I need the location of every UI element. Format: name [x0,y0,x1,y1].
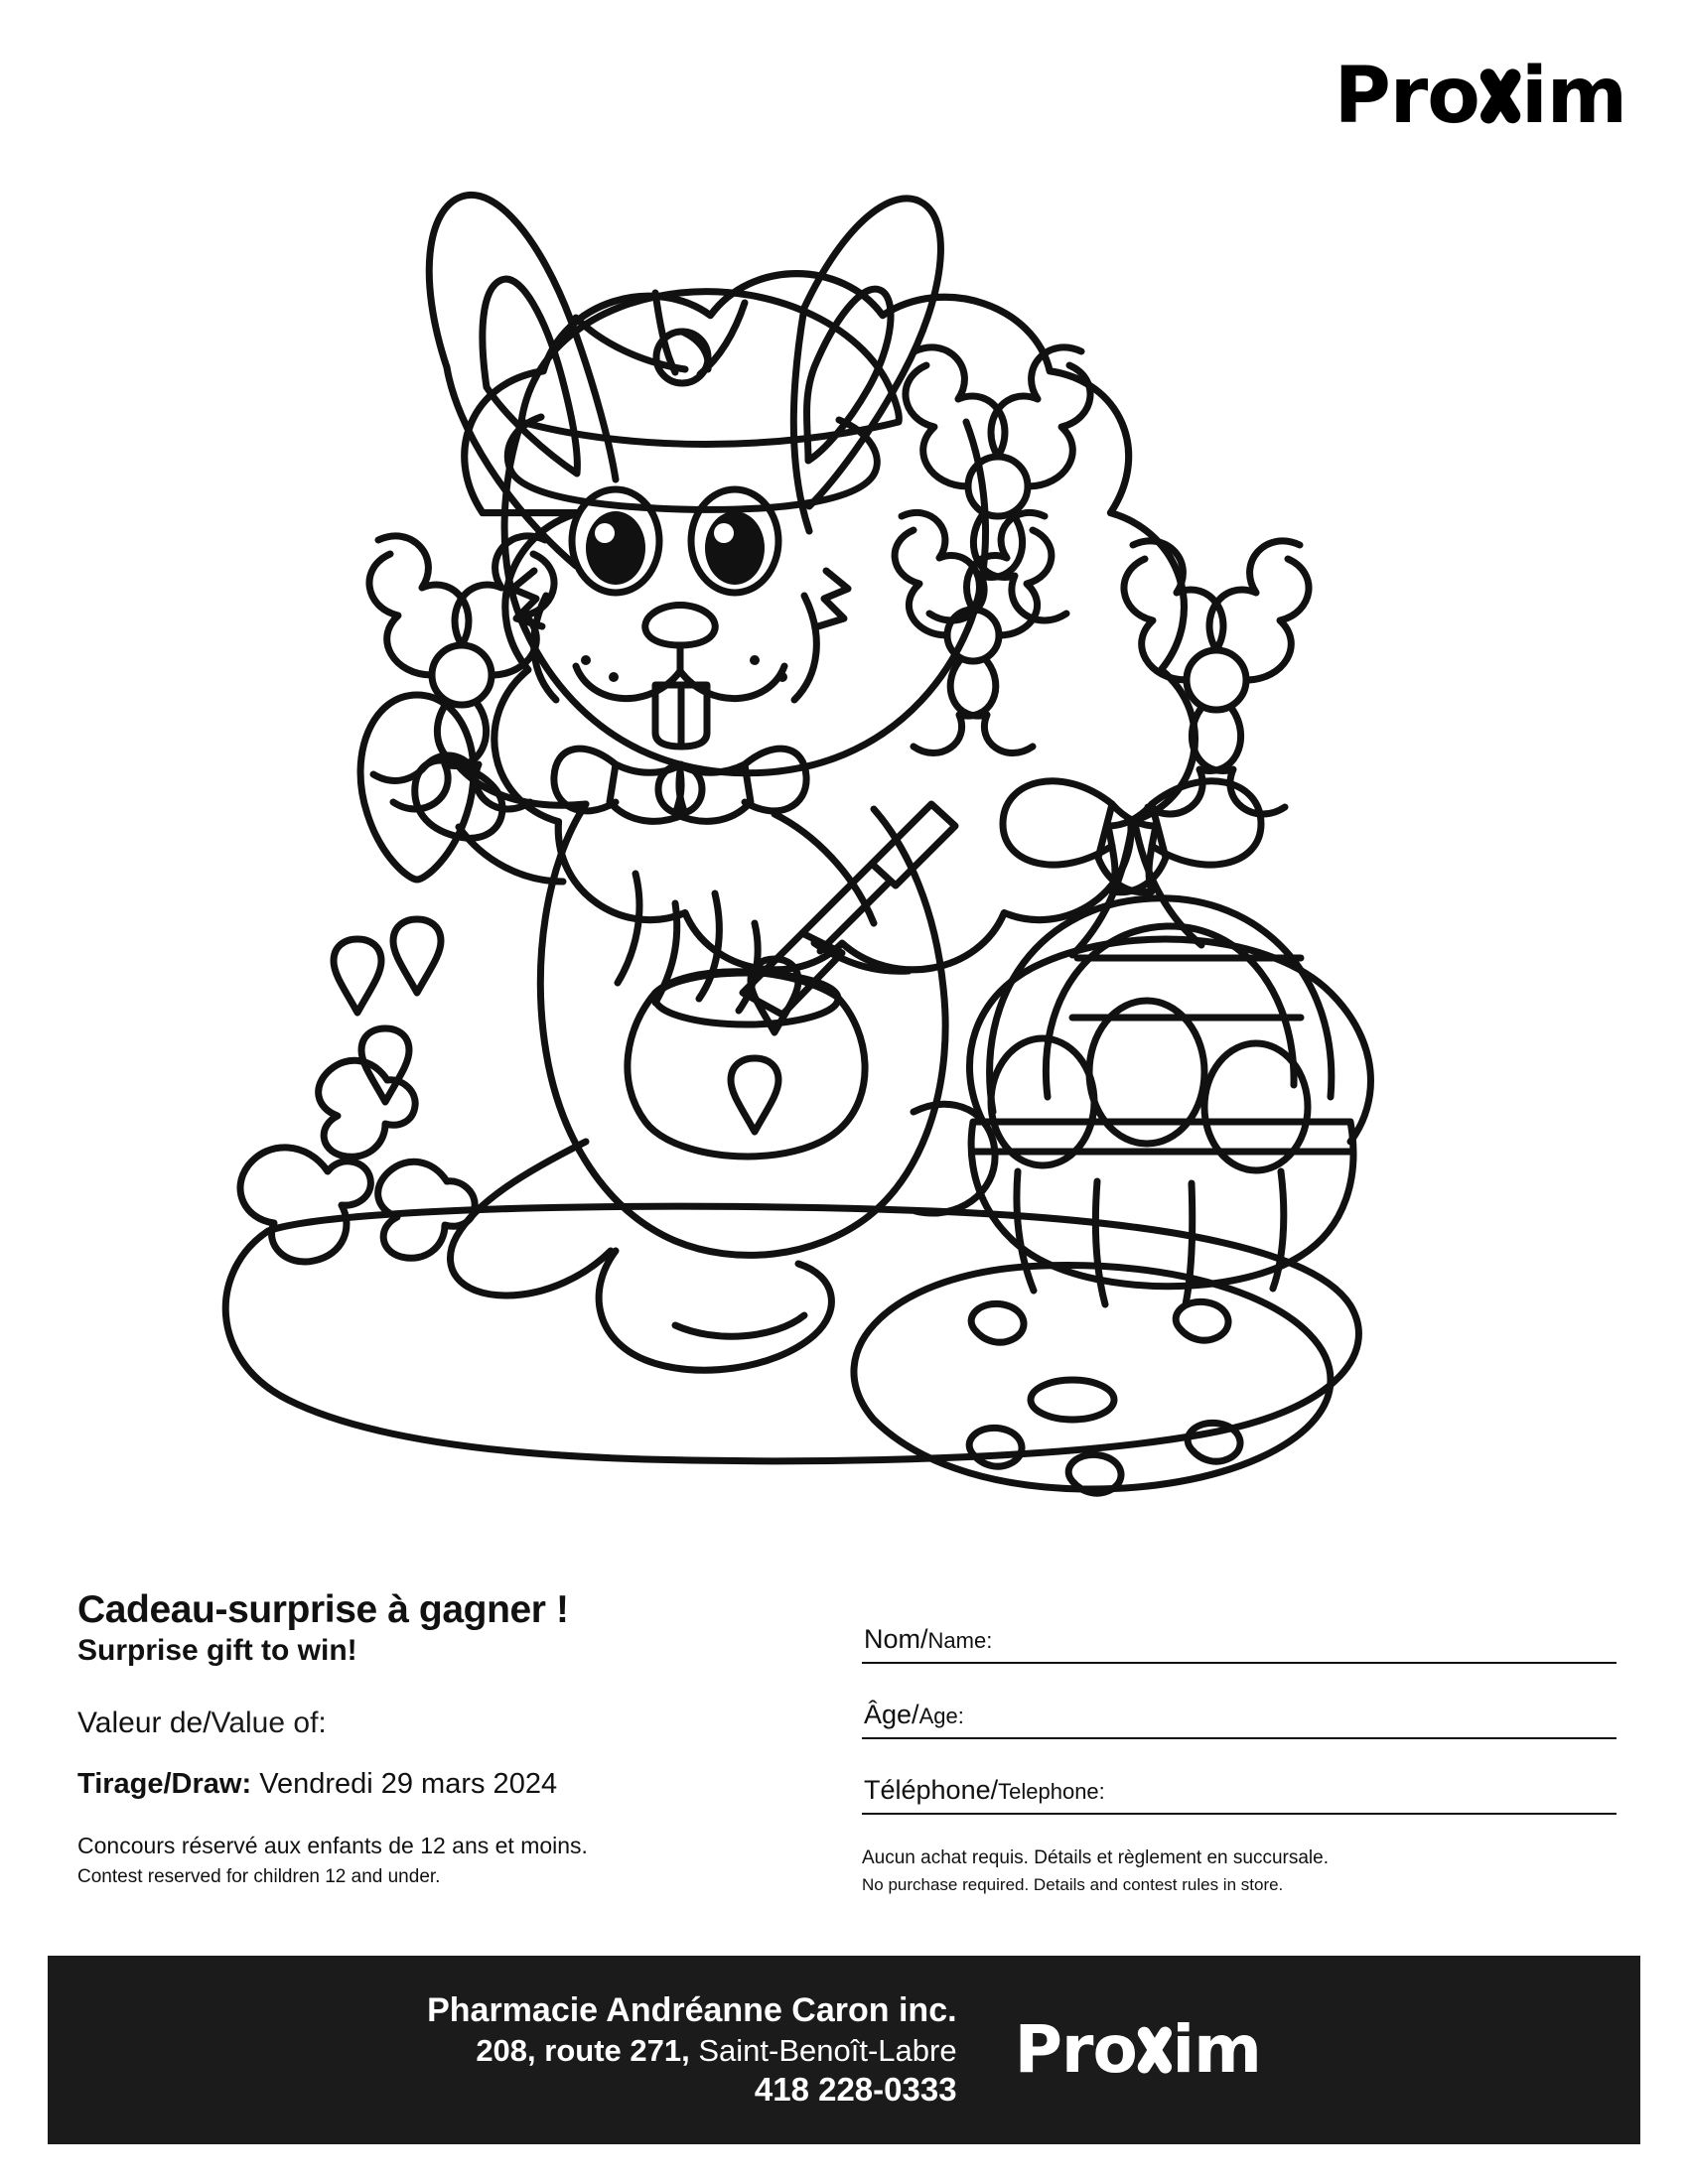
prize-value-label-fr: Valeur de [77,1706,204,1740]
name-label-en: Name: [927,1628,993,1653]
name-label-fr: Nom [864,1624,921,1654]
draw-date-line [77,1767,763,1802]
telephone-label-sep: / [990,1775,999,1805]
contest-details [77,1588,763,1888]
pharmacy-address [427,2032,956,2070]
disclaimer-fr: Aucun achat requis. Détails et règlement en succursale. [862,1847,1329,1868]
draw-date-value: Vendredi 29 mars 2024 [259,1768,558,1801]
name-label-sep: / [920,1624,928,1654]
pharmacy-footer [48,1956,1640,2144]
age-label-sep: / [912,1700,919,1729]
name-input[interactable] [1090,1616,1617,1656]
pharmacy-phone: 418 228-0333 [754,2070,957,2108]
prize-value-separator: / [203,1706,211,1740]
pharmacy-address-city: Saint-Benoît-Labre [698,2032,957,2068]
telephone-label-fr: Téléphone [864,1775,991,1805]
proxim-logo-footer [1014,2011,1261,2088]
contest-title-fr: Cadeau-surprise à gagner ! [77,1588,569,1631]
contest-rules-fr: Concours réservé aux enfants de 12 ans et moins. [77,1832,588,1858]
proxim-x-icon [1477,67,1524,127]
prize-value-label-en: Value of: [211,1706,327,1740]
contest-rules-en: Contest reserved for children 12 and under. [77,1865,441,1887]
entry-form [862,1588,1617,1896]
draw-label: Tirage/Draw: [77,1768,252,1801]
contest-info-section [77,1588,1617,1906]
name-field[interactable] [862,1588,1617,1664]
footer-logo-text-right: im [1172,2011,1261,2088]
contest-title-en: Surprise gift to win! [77,1633,357,1667]
name-field-label [864,1624,992,1655]
proxim-logo-text-right: im [1520,52,1626,141]
age-input[interactable] [1090,1692,1617,1731]
age-field[interactable] [862,1664,1617,1739]
age-label-en: Age: [918,1704,964,1728]
telephone-label-en: Telephone: [998,1779,1105,1804]
prize-value-line [77,1706,763,1741]
pharmacy-contact [427,1990,996,2110]
age-label-fr: Âge [864,1700,913,1729]
easter-bunny-coloring-illustration [119,119,1410,1588]
pharmacy-address-street: 208, route 271, [476,2032,690,2068]
proxim-x-icon-footer [1134,2024,1175,2075]
telephone-field[interactable] [862,1739,1617,1815]
disclaimer-en: No purchase required. Details and contest rules in store. [862,1874,1284,1894]
age-field-label [864,1700,964,1730]
pharmacy-name: Pharmacie Andréanne Caron inc. [427,1991,957,2030]
telephone-input[interactable] [1090,1767,1617,1807]
footer-logo-text-left: Pro [1014,2011,1137,2088]
telephone-field-label [864,1775,1105,1806]
proxim-logo-text-left: Pro [1334,52,1479,141]
